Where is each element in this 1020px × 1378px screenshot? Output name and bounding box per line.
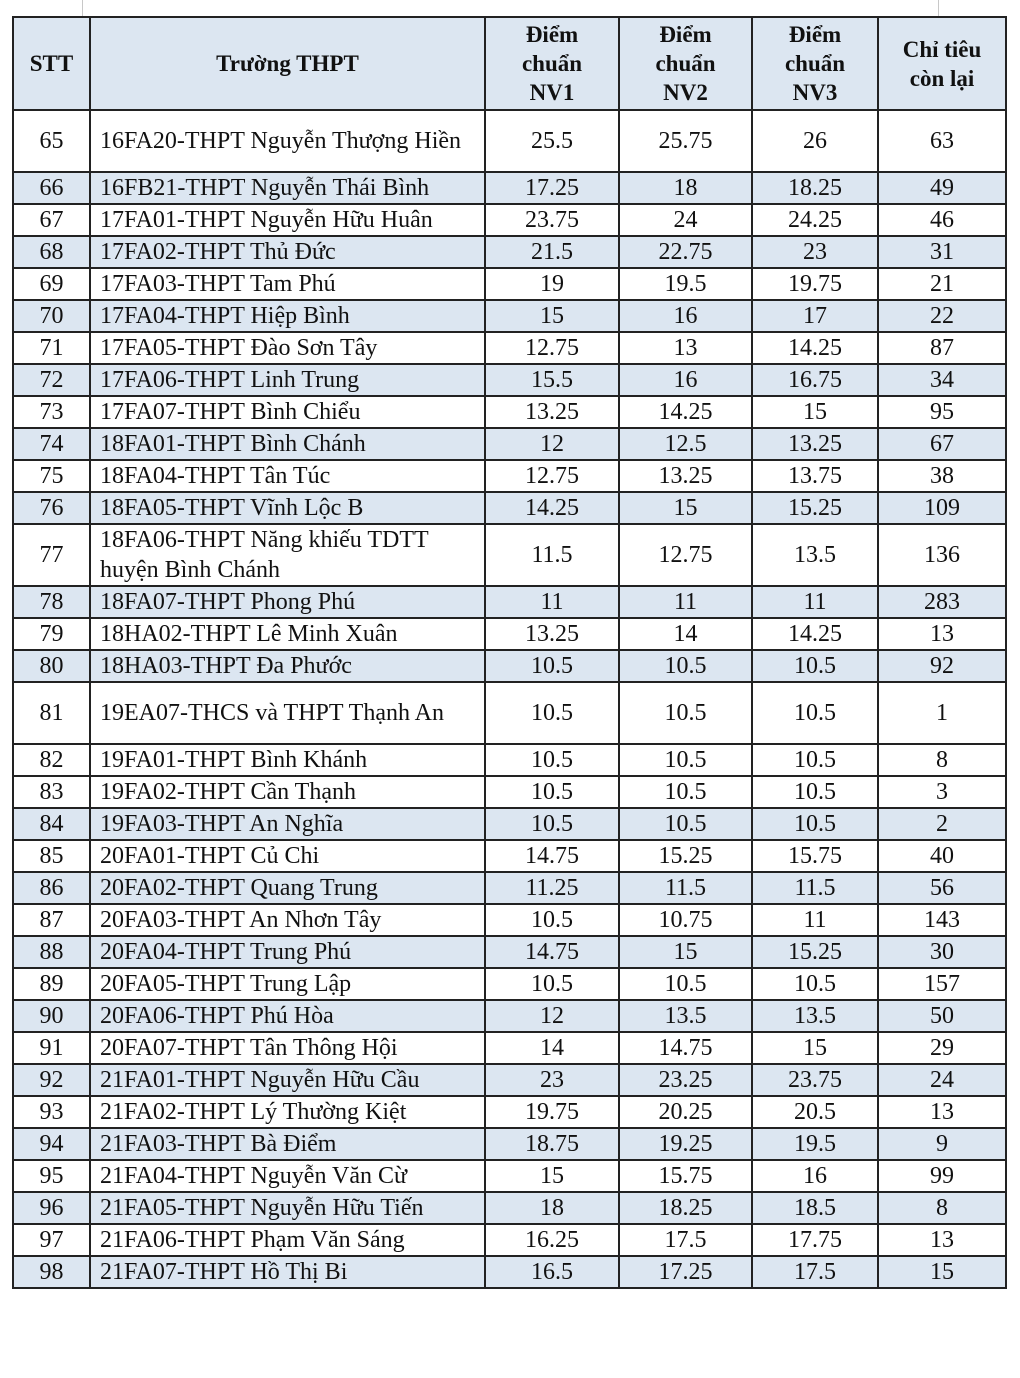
cell-nv3: 11.5 bbox=[752, 872, 878, 904]
cell-school: 16FB21-THPT Nguyễn Thái Bình bbox=[90, 172, 485, 204]
cell-stt: 88 bbox=[13, 936, 90, 968]
cell-nv3: 13.75 bbox=[752, 460, 878, 492]
cell-school: 20FA02-THPT Quang Trung bbox=[90, 872, 485, 904]
cell-stt: 98 bbox=[13, 1256, 90, 1288]
cell-quota: 109 bbox=[878, 492, 1006, 524]
cell-stt: 91 bbox=[13, 1032, 90, 1064]
table-row bbox=[13, 682, 1006, 744]
cell-stt: 79 bbox=[13, 618, 90, 650]
cell-quota: 13 bbox=[878, 1096, 1006, 1128]
cell-nv1: 16.5 bbox=[485, 1256, 619, 1288]
cell-stt: 85 bbox=[13, 840, 90, 872]
table-row bbox=[13, 1160, 1006, 1192]
table-row bbox=[13, 968, 1006, 1000]
cell-school: 20FA01-THPT Củ Chi bbox=[90, 840, 485, 872]
cell-nv2: 14 bbox=[619, 618, 752, 650]
table-row bbox=[13, 776, 1006, 808]
cell-nv3: 11 bbox=[752, 904, 878, 936]
cell-nv1: 14.75 bbox=[485, 840, 619, 872]
table-row bbox=[13, 1224, 1006, 1256]
header-nv1-line: Điểm bbox=[525, 22, 579, 47]
header-nv2-line: Điểm bbox=[659, 22, 712, 47]
cell-nv2: 10.5 bbox=[619, 744, 752, 776]
cell-nv2: 16 bbox=[619, 364, 752, 396]
cell-school: 17FA06-THPT Linh Trung bbox=[90, 364, 485, 396]
cell-school: 17FA07-THPT Bình Chiểu bbox=[90, 396, 485, 428]
cell-nv1: 11.5 bbox=[485, 524, 619, 586]
cell-nv3: 23.75 bbox=[752, 1064, 878, 1096]
table-row bbox=[13, 1064, 1006, 1096]
cell-school: 18FA05-THPT Vĩnh Lộc B bbox=[90, 492, 485, 524]
cell-nv3: 13.5 bbox=[752, 1000, 878, 1032]
cell-nv2: 20.25 bbox=[619, 1096, 752, 1128]
cell-quota: 9 bbox=[878, 1128, 1006, 1160]
cell-nv3: 18.5 bbox=[752, 1192, 878, 1224]
cell-quota: 30 bbox=[878, 936, 1006, 968]
table-row bbox=[13, 268, 1006, 300]
cell-stt: 70 bbox=[13, 300, 90, 332]
cell-nv3: 10.5 bbox=[752, 808, 878, 840]
cell-nv1: 11 bbox=[485, 586, 619, 618]
header-nv2-line: NV2 bbox=[663, 80, 708, 105]
table-row bbox=[13, 904, 1006, 936]
cell-stt: 68 bbox=[13, 236, 90, 268]
cell-school: 18FA06-THPT Năng khiếu TDTT huyện Bình Chánh bbox=[90, 524, 485, 586]
cell-nv1: 19 bbox=[485, 268, 619, 300]
cell-school: 17FA01-THPT Nguyễn Hữu Huân bbox=[90, 204, 485, 236]
header-quota-line: Chỉ tiêu bbox=[902, 36, 982, 62]
cell-stt: 87 bbox=[13, 904, 90, 936]
cell-nv1: 10.5 bbox=[485, 744, 619, 776]
table-row bbox=[13, 650, 1006, 682]
cell-nv3: 10.5 bbox=[752, 682, 878, 744]
cell-school: 16FA20-THPT Nguyễn Thượng Hiền bbox=[90, 110, 485, 172]
cell-nv2: 14.25 bbox=[619, 396, 752, 428]
cell-quota: 2 bbox=[878, 808, 1006, 840]
cell-stt: 74 bbox=[13, 428, 90, 460]
cell-nv2: 13 bbox=[619, 332, 752, 364]
cell-quota: 8 bbox=[878, 744, 1006, 776]
cell-nv3: 17.5 bbox=[752, 1256, 878, 1288]
table-row bbox=[13, 524, 1006, 586]
cell-quota: 157 bbox=[878, 968, 1006, 1000]
cell-stt: 89 bbox=[13, 968, 90, 1000]
cell-nv2: 18.25 bbox=[619, 1192, 752, 1224]
cell-nv1: 19.75 bbox=[485, 1096, 619, 1128]
cell-nv3: 15 bbox=[752, 396, 878, 428]
cell-nv3: 15.75 bbox=[752, 840, 878, 872]
cell-nv3: 14.25 bbox=[752, 332, 878, 364]
table-row bbox=[13, 300, 1006, 332]
cell-school: 21FA02-THPT Lý Thường Kiệt bbox=[90, 1096, 485, 1128]
table-row bbox=[13, 1256, 1006, 1288]
cell-nv3: 10.5 bbox=[752, 776, 878, 808]
cell-nv1: 12 bbox=[485, 1000, 619, 1032]
cell-nv2: 24 bbox=[619, 204, 752, 236]
table-body bbox=[13, 110, 1006, 1288]
cell-school: 20FA04-THPT Trung Phú bbox=[90, 936, 485, 968]
header-school: Trường THPT bbox=[90, 17, 485, 110]
cell-nv1: 15.5 bbox=[485, 364, 619, 396]
cell-quota: 38 bbox=[878, 460, 1006, 492]
cell-nv1: 16.25 bbox=[485, 1224, 619, 1256]
cell-nv1: 15 bbox=[485, 300, 619, 332]
cell-nv1: 10.5 bbox=[485, 808, 619, 840]
table-row bbox=[13, 840, 1006, 872]
cell-school: 21FA04-THPT Nguyễn Văn Cừ bbox=[90, 1160, 485, 1192]
cell-school: 20FA06-THPT Phú Hòa bbox=[90, 1000, 485, 1032]
cell-nv3: 15 bbox=[752, 1032, 878, 1064]
cell-nv2: 17.5 bbox=[619, 1224, 752, 1256]
cell-school: 20FA07-THPT Tân Thông Hội bbox=[90, 1032, 485, 1064]
cell-nv1: 10.5 bbox=[485, 682, 619, 744]
cell-stt: 65 bbox=[13, 110, 90, 172]
cell-nv3: 10.5 bbox=[752, 744, 878, 776]
cell-stt: 73 bbox=[13, 396, 90, 428]
cell-nv3: 17 bbox=[752, 300, 878, 332]
cell-quota: 34 bbox=[878, 364, 1006, 396]
cell-stt: 71 bbox=[13, 332, 90, 364]
cell-school: 19FA01-THPT Bình Khánh bbox=[90, 744, 485, 776]
table-row bbox=[13, 396, 1006, 428]
cell-nv3: 19.5 bbox=[752, 1128, 878, 1160]
table-row bbox=[13, 808, 1006, 840]
cell-school: 21FA05-THPT Nguyễn Hữu Tiến bbox=[90, 1192, 485, 1224]
cell-nv1: 21.5 bbox=[485, 236, 619, 268]
cell-quota: 67 bbox=[878, 428, 1006, 460]
header-nv3-line: Điểm bbox=[788, 22, 842, 47]
header-nv1-line: chuẩn bbox=[521, 51, 583, 76]
table-row bbox=[13, 332, 1006, 364]
table-row bbox=[13, 936, 1006, 968]
cell-nv1: 14 bbox=[485, 1032, 619, 1064]
cell-quota: 49 bbox=[878, 172, 1006, 204]
cell-nv2: 10.75 bbox=[619, 904, 752, 936]
cell-quota: 136 bbox=[878, 524, 1006, 586]
cell-nv3: 16 bbox=[752, 1160, 878, 1192]
cell-quota: 143 bbox=[878, 904, 1006, 936]
cell-school: 18FA04-THPT Tân Túc bbox=[90, 460, 485, 492]
cell-nv3: 16.75 bbox=[752, 364, 878, 396]
cell-school: 18HA03-THPT Đa Phước bbox=[90, 650, 485, 682]
cell-nv1: 17.25 bbox=[485, 172, 619, 204]
cell-nv2: 10.5 bbox=[619, 650, 752, 682]
table-row bbox=[13, 236, 1006, 268]
cell-stt: 96 bbox=[13, 1192, 90, 1224]
cell-quota: 13 bbox=[878, 618, 1006, 650]
table-row bbox=[13, 1032, 1006, 1064]
cell-quota: 95 bbox=[878, 396, 1006, 428]
cell-stt: 90 bbox=[13, 1000, 90, 1032]
cell-nv3: 15.25 bbox=[752, 936, 878, 968]
cell-nv1: 10.5 bbox=[485, 650, 619, 682]
table-row bbox=[13, 872, 1006, 904]
table-row bbox=[13, 618, 1006, 650]
cell-nv3: 11 bbox=[752, 586, 878, 618]
cell-nv2: 15 bbox=[619, 936, 752, 968]
table-row bbox=[13, 428, 1006, 460]
cell-quota: 21 bbox=[878, 268, 1006, 300]
cell-school: 19FA02-THPT Cần Thạnh bbox=[90, 776, 485, 808]
page-margin-line-right bbox=[938, 0, 939, 16]
cell-quota: 40 bbox=[878, 840, 1006, 872]
cell-nv2: 19.25 bbox=[619, 1128, 752, 1160]
cell-stt: 95 bbox=[13, 1160, 90, 1192]
cell-nv1: 12.75 bbox=[485, 332, 619, 364]
cell-nv2: 11 bbox=[619, 586, 752, 618]
header-nv3-line: NV3 bbox=[792, 80, 838, 105]
cell-nv3: 20.5 bbox=[752, 1096, 878, 1128]
table-row bbox=[13, 744, 1006, 776]
cell-school: 21FA06-THPT Phạm Văn Sáng bbox=[90, 1224, 485, 1256]
cell-nv1: 18.75 bbox=[485, 1128, 619, 1160]
cell-nv3: 15.25 bbox=[752, 492, 878, 524]
cell-nv2: 10.5 bbox=[619, 968, 752, 1000]
cell-nv2: 12.75 bbox=[619, 524, 752, 586]
cell-nv3: 10.5 bbox=[752, 968, 878, 1000]
header-nv2 bbox=[619, 17, 752, 110]
cell-stt: 97 bbox=[13, 1224, 90, 1256]
cell-nv1: 23.75 bbox=[485, 204, 619, 236]
cell-nv3: 19.75 bbox=[752, 268, 878, 300]
cell-nv1: 10.5 bbox=[485, 968, 619, 1000]
page-margin-line-left bbox=[82, 0, 83, 16]
cell-nv2: 10.5 bbox=[619, 682, 752, 744]
cell-stt: 72 bbox=[13, 364, 90, 396]
cell-school: 17FA03-THPT Tam Phú bbox=[90, 268, 485, 300]
cell-stt: 86 bbox=[13, 872, 90, 904]
table-row bbox=[13, 204, 1006, 236]
cell-nv2: 13.25 bbox=[619, 460, 752, 492]
cell-stt: 76 bbox=[13, 492, 90, 524]
cell-nv2: 18 bbox=[619, 172, 752, 204]
cell-quota: 3 bbox=[878, 776, 1006, 808]
table-row bbox=[13, 110, 1006, 172]
cell-stt: 66 bbox=[13, 172, 90, 204]
cell-nv2: 15.75 bbox=[619, 1160, 752, 1192]
table-row bbox=[13, 1192, 1006, 1224]
cell-nv3: 26 bbox=[752, 110, 878, 172]
table-row bbox=[13, 1000, 1006, 1032]
cell-stt: 80 bbox=[13, 650, 90, 682]
cell-nv1: 12 bbox=[485, 428, 619, 460]
cell-nv3: 10.5 bbox=[752, 650, 878, 682]
cell-quota: 31 bbox=[878, 236, 1006, 268]
cell-quota: 99 bbox=[878, 1160, 1006, 1192]
cell-nv3: 14.25 bbox=[752, 618, 878, 650]
header-nv3 bbox=[752, 17, 878, 110]
cell-nv1: 18 bbox=[485, 1192, 619, 1224]
cell-stt: 75 bbox=[13, 460, 90, 492]
cell-nv1: 23 bbox=[485, 1064, 619, 1096]
cell-stt: 67 bbox=[13, 204, 90, 236]
cell-stt: 93 bbox=[13, 1096, 90, 1128]
table-row bbox=[13, 1128, 1006, 1160]
header-row bbox=[13, 17, 1006, 110]
table-row bbox=[13, 586, 1006, 618]
cell-nv2: 10.5 bbox=[619, 808, 752, 840]
cell-stt: 84 bbox=[13, 808, 90, 840]
cell-nv2: 11.5 bbox=[619, 872, 752, 904]
cell-nv2: 14.75 bbox=[619, 1032, 752, 1064]
header-stt: STT bbox=[13, 17, 90, 110]
cell-nv2: 22.75 bbox=[619, 236, 752, 268]
admission-scores-table bbox=[12, 16, 1007, 1289]
table-row bbox=[13, 492, 1006, 524]
cell-quota: 1 bbox=[878, 682, 1006, 744]
cell-nv3: 17.75 bbox=[752, 1224, 878, 1256]
cell-school: 17FA04-THPT Hiệp Bình bbox=[90, 300, 485, 332]
cell-nv1: 10.5 bbox=[485, 776, 619, 808]
cell-nv1: 25.5 bbox=[485, 110, 619, 172]
header-quota-line: còn lại bbox=[909, 65, 975, 91]
cell-quota: 22 bbox=[878, 300, 1006, 332]
cell-nv1: 14.75 bbox=[485, 936, 619, 968]
header-nv2-line: chuẩn bbox=[655, 51, 716, 76]
cell-stt: 77 bbox=[13, 524, 90, 586]
cell-nv2: 16 bbox=[619, 300, 752, 332]
table-row bbox=[13, 364, 1006, 396]
cell-quota: 13 bbox=[878, 1224, 1006, 1256]
cell-school: 18FA07-THPT Phong Phú bbox=[90, 586, 485, 618]
cell-nv2: 19.5 bbox=[619, 268, 752, 300]
cell-nv2: 23.25 bbox=[619, 1064, 752, 1096]
cell-quota: 24 bbox=[878, 1064, 1006, 1096]
cell-quota: 29 bbox=[878, 1032, 1006, 1064]
cell-stt: 69 bbox=[13, 268, 90, 300]
cell-school: 20FA05-THPT Trung Lập bbox=[90, 968, 485, 1000]
cell-stt: 81 bbox=[13, 682, 90, 744]
table-row bbox=[13, 460, 1006, 492]
cell-nv1: 12.75 bbox=[485, 460, 619, 492]
cell-nv3: 23 bbox=[752, 236, 878, 268]
cell-school: 20FA03-THPT An Nhơn Tây bbox=[90, 904, 485, 936]
table-row bbox=[13, 1096, 1006, 1128]
cell-nv3: 13.25 bbox=[752, 428, 878, 460]
cell-quota: 46 bbox=[878, 204, 1006, 236]
cell-school: 19FA03-THPT An Nghĩa bbox=[90, 808, 485, 840]
cell-quota: 50 bbox=[878, 1000, 1006, 1032]
cell-nv1: 14.25 bbox=[485, 492, 619, 524]
cell-nv2: 15.25 bbox=[619, 840, 752, 872]
cell-nv1: 13.25 bbox=[485, 618, 619, 650]
cell-nv2: 12.5 bbox=[619, 428, 752, 460]
cell-school: 18FA01-THPT Bình Chánh bbox=[90, 428, 485, 460]
cell-nv2: 15 bbox=[619, 492, 752, 524]
cell-nv3: 13.5 bbox=[752, 524, 878, 586]
cell-stt: 78 bbox=[13, 586, 90, 618]
cell-stt: 82 bbox=[13, 744, 90, 776]
cell-nv3: 24.25 bbox=[752, 204, 878, 236]
cell-school: 17FA02-THPT Thủ Đức bbox=[90, 236, 485, 268]
cell-nv3: 18.25 bbox=[752, 172, 878, 204]
cell-nv1: 11.25 bbox=[485, 872, 619, 904]
cell-quota: 8 bbox=[878, 1192, 1006, 1224]
cell-stt: 92 bbox=[13, 1064, 90, 1096]
cell-nv2: 10.5 bbox=[619, 776, 752, 808]
cell-quota: 63 bbox=[878, 110, 1006, 172]
cell-school: 21FA03-THPT Bà Điểm bbox=[90, 1128, 485, 1160]
cell-nv1: 13.25 bbox=[485, 396, 619, 428]
header-nv1-line: NV1 bbox=[529, 80, 575, 105]
cell-nv2: 25.75 bbox=[619, 110, 752, 172]
cell-school: 17FA05-THPT Đào Sơn Tây bbox=[90, 332, 485, 364]
cell-nv1: 10.5 bbox=[485, 904, 619, 936]
cell-school: 18HA02-THPT Lê Minh Xuân bbox=[90, 618, 485, 650]
cell-quota: 283 bbox=[878, 586, 1006, 618]
cell-nv2: 17.25 bbox=[619, 1256, 752, 1288]
cell-school: 21FA07-THPT Hồ Thị Bi bbox=[90, 1256, 485, 1288]
cell-quota: 56 bbox=[878, 872, 1006, 904]
cell-stt: 94 bbox=[13, 1128, 90, 1160]
cell-quota: 15 bbox=[878, 1256, 1006, 1288]
cell-quota: 92 bbox=[878, 650, 1006, 682]
cell-school: 21FA01-THPT Nguyễn Hữu Cầu bbox=[90, 1064, 485, 1096]
cell-nv2: 13.5 bbox=[619, 1000, 752, 1032]
table-row bbox=[13, 172, 1006, 204]
header-quota bbox=[878, 17, 1006, 110]
header-nv3-line: chuẩn bbox=[784, 51, 846, 76]
cell-quota: 87 bbox=[878, 332, 1006, 364]
header-nv1 bbox=[485, 17, 619, 110]
cell-school: 19EA07-THCS và THPT Thạnh An bbox=[90, 682, 485, 744]
cell-stt: 83 bbox=[13, 776, 90, 808]
cell-nv1: 15 bbox=[485, 1160, 619, 1192]
